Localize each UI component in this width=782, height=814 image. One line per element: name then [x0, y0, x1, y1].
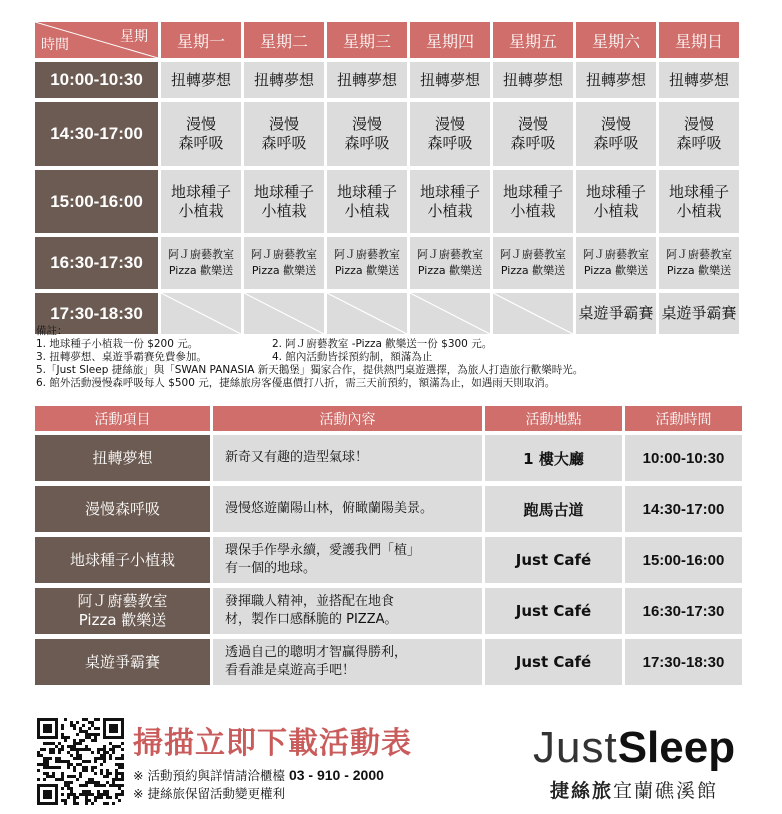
schedule-cell: [244, 237, 324, 289]
note-row: [36, 338, 756, 351]
cell-text-line: Pizza 歡樂送: [500, 264, 566, 277]
schedule-cell: [244, 170, 324, 233]
cell-text-line: 透過自己的聰明才智贏得勝利，: [225, 645, 408, 660]
corner-header: [35, 22, 158, 58]
cell-text-line: Pizza 歡樂送: [417, 264, 483, 277]
day-header: 星期六: [576, 22, 656, 58]
brand-name-just: Just: [533, 723, 618, 772]
cell-text-line: 森呼吸: [593, 134, 639, 152]
activity-time: 10:00-10:30: [625, 435, 742, 481]
cell-text-line: 扭轉夢想: [585, 70, 646, 89]
corner-day-label: 星期: [120, 29, 148, 45]
schedule-cell: [410, 102, 490, 166]
cell-text-line: Pizza 歡樂送: [168, 264, 234, 277]
reservation-note-text: ※ 活動預約與詳情請洽櫃檯: [133, 768, 285, 783]
cell-text-line: 阿Ｊ廚藝教室: [500, 248, 566, 261]
cell-text-line: 小植栽: [676, 201, 722, 220]
cell-text-line: 扭轉夢想: [336, 70, 397, 89]
cell-text-line: 阿Ｊ廚藝教室: [77, 592, 168, 610]
schedule-cell: [161, 170, 241, 233]
activity-name: [35, 486, 210, 532]
cell-text-line: 扭轉夢想: [92, 448, 153, 467]
schedule-cell: [659, 102, 739, 166]
note-2: 2. 阿Ｊ廚藝教室 -Pizza 歡樂送一份 $300 元。: [272, 338, 493, 350]
cell-text-line: Pizza 歡樂送: [334, 264, 400, 277]
activity-content: [213, 537, 482, 583]
cell-text-line: Pizza 歡樂送: [251, 264, 317, 277]
cell-text-line: 地球種子: [170, 182, 231, 201]
cell-text-line: 扭轉夢想: [502, 70, 563, 89]
note-row: [36, 351, 756, 364]
schedule-cell: [576, 62, 656, 98]
notes-section: [36, 325, 756, 390]
cell-text-line: Pizza 歡樂送: [666, 264, 732, 277]
activity-header: 活動時間: [625, 406, 742, 431]
cell-text-line: 材，製作口感酥脆的 PIZZA。: [225, 612, 398, 627]
note-5: 5.「Just Sleep 捷絲旅」與「SWAN PANASIA 新天鵝堡」獨家合作，提供熱門桌遊選擇，為旅人打造旅行歡樂時光。: [36, 364, 584, 376]
activity-content: [213, 486, 482, 532]
cell-text-line: Pizza 歡樂送: [583, 264, 649, 277]
schedule-cell: [659, 237, 739, 289]
schedule-cell: [659, 170, 739, 233]
cell-text-line: 有一個的地球。: [225, 561, 317, 576]
cell-text-line: 漫慢: [683, 115, 714, 133]
activity-time: 17:30-18:30: [625, 639, 742, 685]
cell-text-line: 地球種子: [668, 182, 729, 201]
cell-text-line: 森呼吸: [676, 134, 722, 152]
weekly-schedule-table: [35, 22, 742, 321]
activity-name: [35, 435, 210, 481]
cell-text-line: 地球種子: [419, 182, 480, 201]
activity-location: 1 樓大廳: [485, 435, 622, 481]
schedule-cell: [576, 170, 656, 233]
reservation-note: [133, 766, 384, 784]
time-slot: 15:00-16:00: [35, 170, 158, 233]
activity-time: 15:00-16:00: [625, 537, 742, 583]
cell-text-line: 阿Ｊ廚藝教室: [168, 248, 234, 261]
cell-text-line: 地球種子: [585, 182, 646, 201]
brand-subtitle: [550, 776, 718, 803]
cell-text-line: 森呼吸: [344, 134, 390, 152]
schedule-cell: [576, 237, 656, 289]
brand-logo: [533, 724, 735, 772]
brand-sub-branch: 宜蘭礁溪館: [613, 780, 719, 802]
cell-text-line: 阿Ｊ廚藝教室: [583, 248, 649, 261]
cell-text-line: 扭轉夢想: [419, 70, 480, 89]
day-header: 星期二: [244, 22, 324, 58]
cell-text-line: 小植栽: [344, 201, 390, 220]
activity-header: 活動項目: [35, 406, 210, 431]
cell-text-line: 桌遊爭霸賽: [661, 304, 737, 322]
cell-text-line: 阿Ｊ廚藝教室: [417, 248, 483, 261]
corner-time-label: 時間: [41, 37, 69, 53]
cell-text-line: 小植栽: [261, 201, 307, 220]
schedule-cell: [410, 237, 490, 289]
cell-text-line: 小植栽: [593, 201, 639, 220]
schedule-cell: [410, 62, 490, 98]
cell-text-line: 扭轉夢想: [170, 70, 231, 89]
cell-text-line: 地球種子小植栽: [69, 550, 175, 569]
activity-content: [213, 588, 482, 634]
schedule-cell: [161, 237, 241, 289]
cell-text-line: 漫慢: [268, 115, 299, 133]
day-header: 星期四: [410, 22, 490, 58]
schedule-cell: [327, 62, 407, 98]
day-header: 星期日: [659, 22, 739, 58]
cell-text-line: 小植栽: [178, 201, 224, 220]
cell-text-line: 漫慢森呼吸: [84, 499, 160, 518]
activity-header: 活動地點: [485, 406, 622, 431]
phone-number: 03 - 910 - 2000: [288, 767, 384, 783]
activity-content: [213, 639, 482, 685]
cell-text-line: 環保手作學永續，愛護我們「植」: [225, 543, 421, 558]
cell-text-line: 森呼吸: [427, 134, 473, 152]
brand-sub-name: 捷絲旅: [550, 780, 614, 802]
schedule-cell: [327, 170, 407, 233]
schedule-cell: [244, 102, 324, 166]
cell-text-line: 森呼吸: [510, 134, 556, 152]
cell-text-line: 漫慢: [434, 115, 465, 133]
cell-text-line: 桌遊爭霸賽: [84, 652, 160, 671]
schedule-cell: [493, 62, 573, 98]
note-4: 4. 館內活動皆採預約制，額滿為止: [272, 351, 433, 363]
activity-location: Just Café: [485, 588, 622, 634]
cell-text-line: 扭轉夢想: [668, 70, 729, 89]
activity-location: Just Café: [485, 537, 622, 583]
notes-heading: 備註：: [36, 325, 68, 337]
note-6: 6. 館外活動漫慢森呼吸每人 $500 元，捷絲旅房客優惠價打八折，需三天前預約，額滿為止，如遇雨天則取消。: [36, 377, 556, 389]
activity-content: [213, 435, 482, 481]
activity-name: [35, 537, 210, 583]
time-slot: 10:00-10:30: [35, 62, 158, 98]
schedule-cell: [244, 62, 324, 98]
activity-name: [35, 588, 210, 634]
cell-text-line: 發揮職人精神，並搭配在地食: [225, 594, 395, 609]
cell-text-line: 小植栽: [510, 201, 556, 220]
cell-text-line: 漫慢: [600, 115, 631, 133]
time-slot: 16:30-17:30: [35, 237, 158, 289]
schedule-cell: [327, 102, 407, 166]
cell-text-line: 扭轉夢想: [253, 70, 314, 89]
cell-text-line: 新奇又有趣的造型氣球！: [225, 450, 369, 465]
day-header: 星期一: [161, 22, 241, 58]
note-1: 1. 地球種子小植栽一份 $200 元。: [36, 338, 199, 350]
cell-text-line: 阿Ｊ廚藝教室: [251, 248, 317, 261]
activity-name: [35, 639, 210, 685]
activity-time: 14:30-17:00: [625, 486, 742, 532]
activity-location: 跑馬古道: [485, 486, 622, 532]
cell-text-line: 地球種子: [253, 182, 314, 201]
qr-code-icon[interactable]: [37, 718, 124, 805]
activity-table: [35, 406, 742, 689]
cell-text-line: Pizza 歡樂送: [78, 611, 167, 629]
scan-download-title: 掃描立即下載活動表: [133, 726, 412, 761]
day-header: 星期三: [327, 22, 407, 58]
cell-text-line: 看看誰是桌遊高手吧！: [225, 663, 356, 678]
activity-time: 16:30-17:30: [625, 588, 742, 634]
schedule-cell: [493, 170, 573, 233]
schedule-cell: [161, 62, 241, 98]
schedule-cell: [410, 170, 490, 233]
cell-text-line: 地球種子: [502, 182, 563, 201]
change-rights-note: ※ 捷絲旅保留活動變更權利: [133, 786, 285, 801]
cell-text-line: 阿Ｊ廚藝教室: [666, 248, 732, 261]
cell-text-line: 漫慢: [185, 115, 216, 133]
schedule-cell: [493, 102, 573, 166]
cell-text-line: 漫慢悠遊蘭陽山林，俯瞰蘭陽美景。: [225, 501, 434, 516]
cell-text-line: 地球種子: [336, 182, 397, 201]
schedule-cell: [327, 237, 407, 289]
schedule-cell: [161, 102, 241, 166]
activity-header: 活動內容: [213, 406, 482, 431]
cell-text-line: 桌遊爭霸賽: [578, 304, 654, 322]
cell-text-line: 漫慢: [351, 115, 382, 133]
cell-text-line: 阿Ｊ廚藝教室: [334, 248, 400, 261]
schedule-cell: [576, 102, 656, 166]
cell-text-line: 漫慢: [517, 115, 548, 133]
cell-text-line: 小植栽: [427, 201, 473, 220]
brand-name-sleep: Sleep: [617, 723, 736, 772]
time-slot: 14:30-17:00: [35, 102, 158, 166]
day-header: 星期五: [493, 22, 573, 58]
schedule-cell: [659, 62, 739, 98]
time-slot: 17:30-18:30: [35, 293, 158, 334]
note-3: 3. 扭轉夢想、桌遊爭霸賽免費參加。: [36, 351, 207, 363]
cell-text-line: 森呼吸: [178, 134, 224, 152]
activity-location: Just Café: [485, 639, 622, 685]
schedule-cell: [493, 237, 573, 289]
cell-text-line: 森呼吸: [261, 134, 307, 152]
